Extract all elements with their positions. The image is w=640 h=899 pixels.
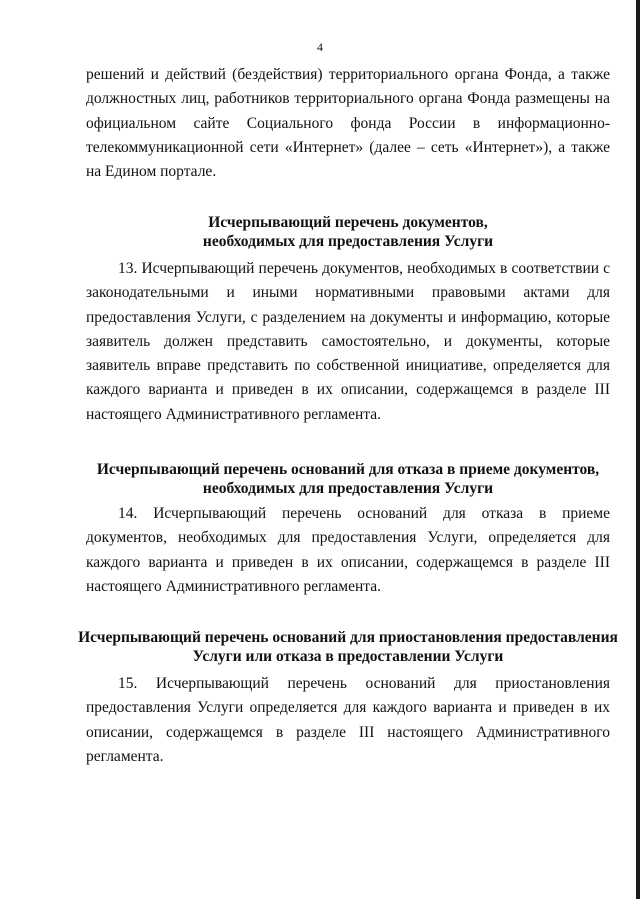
- paragraph-15: 15. Исчерпывающий перечень оснований для приостановления предоставления Услуги определяется для каждого варианта и приведен в их описании, содержащемся в разделе III настоящего Административного регламента.: [86, 675, 610, 765]
- scan-border: [636, 0, 640, 899]
- paragraph-intro: решений и действий (бездействия) территориального органа Фонда, а также должностных лиц, работников территориального органа Фонда размещены на официальном сайте Социального фонда России в информационно-телекоммуникационной сети «Интернет» (далее – сеть «Интернет»), а также на Едином портале.: [86, 66, 610, 181]
- paragraph-13: 13. Исчерпывающий перечень документов, необходимых в соответствии с законодательными и иными нормативными правовыми актами для предоставления Услуги, с разделением на документы и информацию, которые заявитель должен представить самостоятельно, и документы, которые заявитель вправе представить по собственной инициативе, определяется для каждого варианта и приведен в их описании, содержащемся в разделе III настоящего Административного регламента.: [86, 260, 610, 423]
- section-heading-documents: [70, 213, 626, 251]
- heading-line: Исчерпывающий перечень оснований для приостановления предоставления: [78, 629, 618, 646]
- heading-line: необходимых для предоставления Услуги: [202, 233, 494, 250]
- section-heading-suspension-grounds: [70, 628, 626, 666]
- heading-line: Исчерпывающий перечень оснований для отказа в приеме документов,: [96, 461, 600, 478]
- section-heading-refusal-grounds: [70, 460, 626, 498]
- heading-line: необходимых для предоставления Услуги: [202, 480, 494, 497]
- heading-line: Услуги или отказа в предоставлении Услуги: [192, 648, 504, 665]
- page-number: 4: [317, 40, 323, 54]
- heading-line: Исчерпывающий перечень документов,: [208, 214, 488, 231]
- paragraph-14: 14. Исчерпывающий перечень оснований для отказа в приеме документов, необходимых для предоставления Услуги, определяется для каждого варианта и приведен в их описании, содержащемся в разделе III настоящего Административного регламента.: [86, 505, 610, 595]
